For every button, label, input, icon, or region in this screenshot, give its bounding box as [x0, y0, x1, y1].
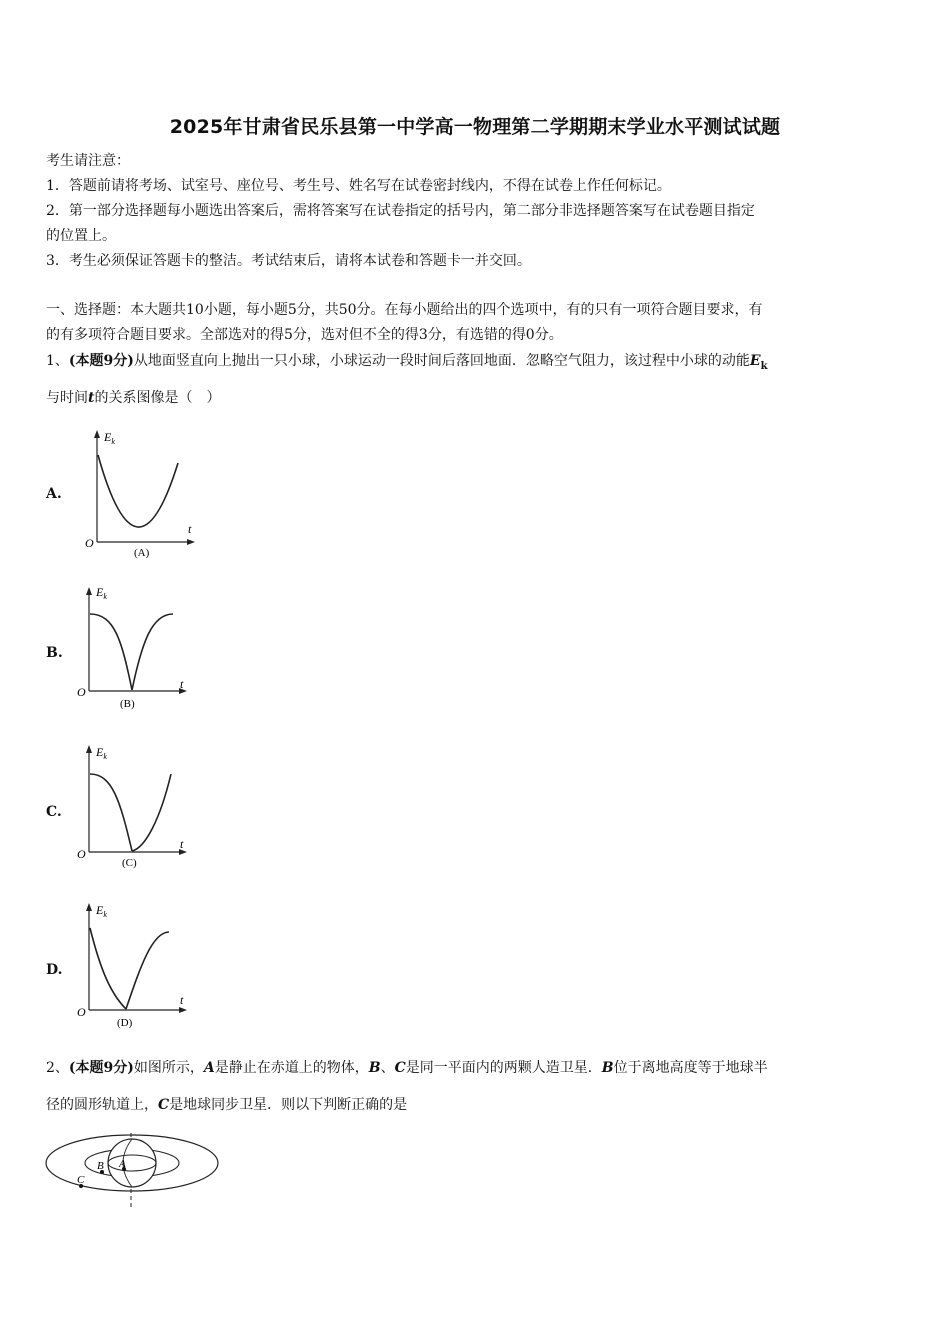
- symbol-b: B: [368, 1060, 381, 1076]
- y-axis-arrow: [94, 430, 100, 438]
- ek-curve-fall: [132, 614, 173, 690]
- y-axis-arrow: [86, 745, 92, 753]
- y-axis-label-sub: k: [103, 752, 107, 761]
- origin-label: O: [85, 536, 94, 550]
- ek-curve-rise: [90, 774, 132, 851]
- question-2-line-2-pre: 径的圆形轨道上，: [46, 1097, 158, 1113]
- question-2-score: (本题9分): [68, 1060, 134, 1076]
- notice-item-2-cont: 的位置上。: [46, 228, 116, 244]
- ek-curve: [98, 455, 178, 527]
- origin-label: O: [77, 685, 86, 699]
- x-axis-arrow: [179, 1007, 187, 1013]
- x-axis-label: t: [180, 677, 184, 691]
- question-1-text-1: 从地面竖直向上抛出一只小球，小球运动一段时间后落回地面．忽略空气阻力，该过程中小球的动能: [133, 353, 750, 369]
- y-axis-label-sub: k: [103, 910, 107, 919]
- ek-subscript: k: [760, 360, 768, 372]
- notice-item-1: 1．答题前请将考场、试室号、座位号、考生号、姓名写在试卷密封线内，不得在试卷上作任何标记。: [46, 178, 671, 194]
- option-b-graph[interactable]: [70, 582, 200, 722]
- question-2-seg-3: 是同一平面内的两颗人造卫星．: [405, 1060, 602, 1076]
- t-symbol: t: [88, 390, 95, 406]
- origin-label: O: [77, 847, 86, 861]
- question-1-text-2-pre: 与时间: [46, 390, 88, 406]
- option-c-label[interactable]: C.: [46, 804, 62, 820]
- y-axis-label: E: [96, 745, 104, 759]
- x-axis-arrow: [187, 539, 195, 545]
- ek-curve-rise: [90, 614, 132, 690]
- origin-label: O: [77, 1005, 86, 1019]
- svg-text:Ek: [103, 430, 115, 446]
- ek-symbol: E: [749, 353, 761, 369]
- section-instructions-1: 一、选择题：本大题共10小题，每小题5分，共50分。在每小题给出的四个选项中，有的只有一项符合题目要求，有: [46, 302, 763, 318]
- question-2-line-1: [46, 1058, 768, 1078]
- y-axis-arrow: [86, 903, 92, 911]
- svg-text:Ek: [95, 745, 107, 761]
- symbol-b-2: B: [601, 1060, 614, 1076]
- x-axis-label: t: [180, 837, 184, 851]
- option-a-graph[interactable]: [78, 425, 208, 565]
- label-c: C: [77, 1174, 85, 1186]
- y-axis-label: E: [104, 430, 112, 444]
- notice-item-2: 2．第一部分选择题每小题选出答案后，需将答案写在试卷指定的括号内，第二部分非选择题答案写在试卷题目指定: [46, 203, 755, 219]
- label-b: B: [97, 1160, 104, 1172]
- y-axis-label-sub: k: [111, 437, 115, 446]
- earth-circle: [108, 1139, 156, 1187]
- question-2-seg-2: 是静止在赤道上的物体，: [214, 1060, 369, 1076]
- symbol-c-2: C: [158, 1097, 170, 1113]
- section-instructions-2: 的有多项符合题目要求。全部选对的得5分，选对但不全的得3分，有选错的得0分。: [46, 327, 563, 343]
- y-axis-arrow: [86, 587, 92, 595]
- notice-heading: 考生请注意：: [46, 153, 130, 169]
- question-2-seg-1: 如图所示，: [133, 1060, 204, 1076]
- question-2-seg-4: 位于离地高度等于地球半: [613, 1060, 768, 1076]
- x-axis-label: t: [188, 522, 192, 536]
- y-axis-label: E: [96, 903, 104, 917]
- symbol-c: C: [394, 1060, 406, 1076]
- y-axis-label-sub: k: [103, 592, 107, 601]
- question-2-number: 2、: [46, 1060, 69, 1076]
- question-1-number: 1、: [46, 353, 69, 369]
- option-b-label[interactable]: B.: [46, 645, 63, 661]
- notice-item-3: 3．考生必须保证答题卡的整洁。考试结束后，请将本试卷和答题卡一并交回。: [46, 253, 531, 269]
- x-axis-label: t: [180, 993, 184, 1007]
- graph-caption: (B): [120, 698, 135, 710]
- label-a: A: [119, 1158, 126, 1170]
- graph-caption: (C): [122, 857, 137, 869]
- symbol-a: A: [203, 1060, 215, 1076]
- orbit-figure: [40, 1130, 230, 1214]
- ek-curve-rise: [90, 928, 126, 1009]
- question-2-sep: 、: [380, 1060, 395, 1076]
- question-2-line-2: [46, 1095, 407, 1115]
- ek-curve-fall: [126, 932, 169, 1009]
- option-c-graph[interactable]: [70, 740, 200, 880]
- question-1-line-1: [46, 351, 768, 377]
- graph-caption: (A): [134, 547, 150, 559]
- y-axis-label: E: [96, 585, 104, 599]
- question-1-score: (本题9分): [68, 353, 134, 369]
- question-1-line-2: [46, 388, 220, 408]
- page-title: 2025年甘肃省民乐县第一中学高一物理第二学期期末学业水平测试试题: [169, 116, 781, 138]
- option-d-graph[interactable]: [70, 898, 200, 1038]
- question-1-text-2-post: 的关系图像是（ ）: [94, 390, 221, 406]
- question-2-line-2-post: 是地球同步卫星．则以下判断正确的是: [169, 1097, 408, 1113]
- option-a-label[interactable]: A.: [46, 486, 62, 502]
- svg-text:Ek: [95, 585, 107, 601]
- svg-text:Ek: [95, 903, 107, 919]
- option-d-label[interactable]: D.: [46, 962, 63, 978]
- ek-curve-fall: [132, 774, 171, 851]
- graph-caption: (D): [117, 1017, 133, 1029]
